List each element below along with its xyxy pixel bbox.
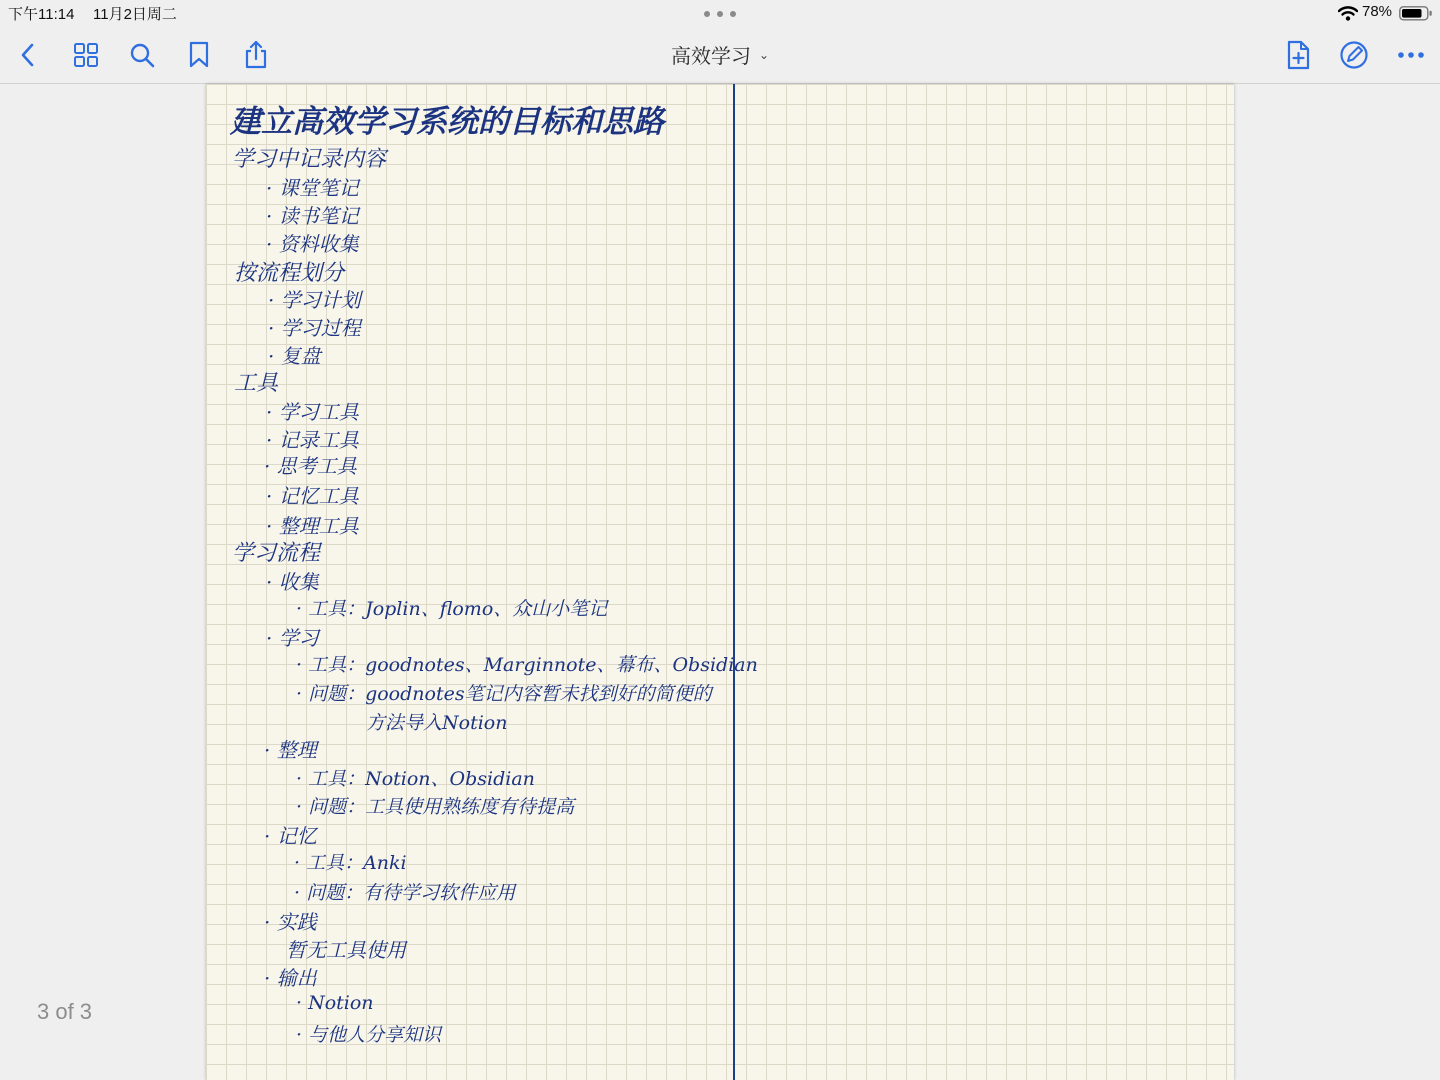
note-line: · Notion [296, 992, 374, 1014]
notebook-page[interactable] [206, 84, 1234, 1080]
battery-icon [1399, 6, 1433, 21]
document-title: 高效学习 [670, 44, 751, 68]
note-line: · 整理工具 [266, 514, 359, 538]
note-line: · 思考工具 [264, 454, 357, 478]
note-line: 学习中记录内容 [232, 147, 387, 172]
add-page-button[interactable] [1281, 38, 1315, 72]
share-button[interactable] [239, 38, 273, 72]
note-line: · 实践 [264, 910, 317, 934]
note-line: · 记忆 [264, 824, 317, 848]
note-line: · 读书笔记 [266, 204, 359, 228]
note-line: · 学习计划 [268, 288, 361, 312]
note-line: · 工具：Anki [294, 852, 407, 874]
status-date: 11月2日周二 [93, 6, 177, 23]
status-bar [0, 0, 1440, 26]
note-line: · 问题：工具使用熟练度有待提高 [296, 796, 575, 818]
multitasking-dots-icon[interactable] [704, 9, 736, 19]
note-line: · 收集 [266, 570, 319, 594]
toolbar [0, 28, 1440, 84]
battery-percent: 78% [1362, 3, 1393, 20]
note-line: · 资料收集 [266, 232, 359, 256]
note-line: · 问题：有待学习软件应用 [294, 882, 516, 904]
chevron-left-icon [17, 42, 39, 68]
note-line: · 与他人分享知识 [296, 1024, 442, 1046]
bookmark-icon [188, 41, 210, 69]
more-icon [1397, 51, 1425, 59]
edit-button[interactable] [1337, 38, 1371, 72]
note-line: · 工具：Joplin、flomo、众山小笔记 [296, 598, 608, 620]
divider-line [733, 84, 735, 1080]
note-line: · 学习 [266, 626, 319, 650]
status-time: 下午11:14 [8, 6, 75, 23]
pencil-icon [1339, 40, 1369, 70]
note-line: · 复盘 [268, 344, 321, 368]
page-indicator: 3 of 3 [37, 999, 93, 1024]
chevron-down-icon: ⌄ [758, 47, 770, 62]
note-line: · 整理 [264, 738, 317, 762]
note-line: 方法导入Notion [366, 712, 508, 734]
bookmark-button[interactable] [182, 38, 216, 72]
note-heading: 建立高效学习系统的目标和思路 [230, 104, 664, 140]
note-line: · 问题：goodnotes笔记内容暂未找到好的简便的 [296, 683, 712, 705]
note-line: · 记忆工具 [266, 484, 359, 508]
note-line: · 记录工具 [266, 428, 359, 452]
search-button[interactable] [125, 38, 159, 72]
more-button[interactable] [1394, 38, 1428, 72]
thumbnails-button[interactable] [69, 38, 103, 72]
note-line: · 工具：goodnotes、Marginnote、幕布、Obsidian [296, 654, 758, 676]
note-line: · 工具：Notion、Obsidian [296, 768, 535, 790]
note-line: 暂无工具使用 [286, 938, 406, 962]
note-line: · 学习过程 [268, 316, 361, 340]
back-button[interactable] [11, 38, 45, 72]
note-line: 学习流程 [232, 541, 321, 566]
share-icon [243, 40, 269, 70]
note-line: 工具 [234, 371, 279, 396]
note-line: · 课堂笔记 [266, 176, 359, 200]
document-title-button[interactable] [671, 40, 769, 69]
grid-icon [73, 42, 99, 68]
add-page-icon [1285, 40, 1311, 70]
note-line: 按流程划分 [234, 261, 345, 286]
wifi-icon [1338, 5, 1358, 21]
search-icon [129, 42, 155, 68]
note-line: · 学习工具 [266, 400, 359, 424]
note-line: · 输出 [264, 966, 317, 990]
